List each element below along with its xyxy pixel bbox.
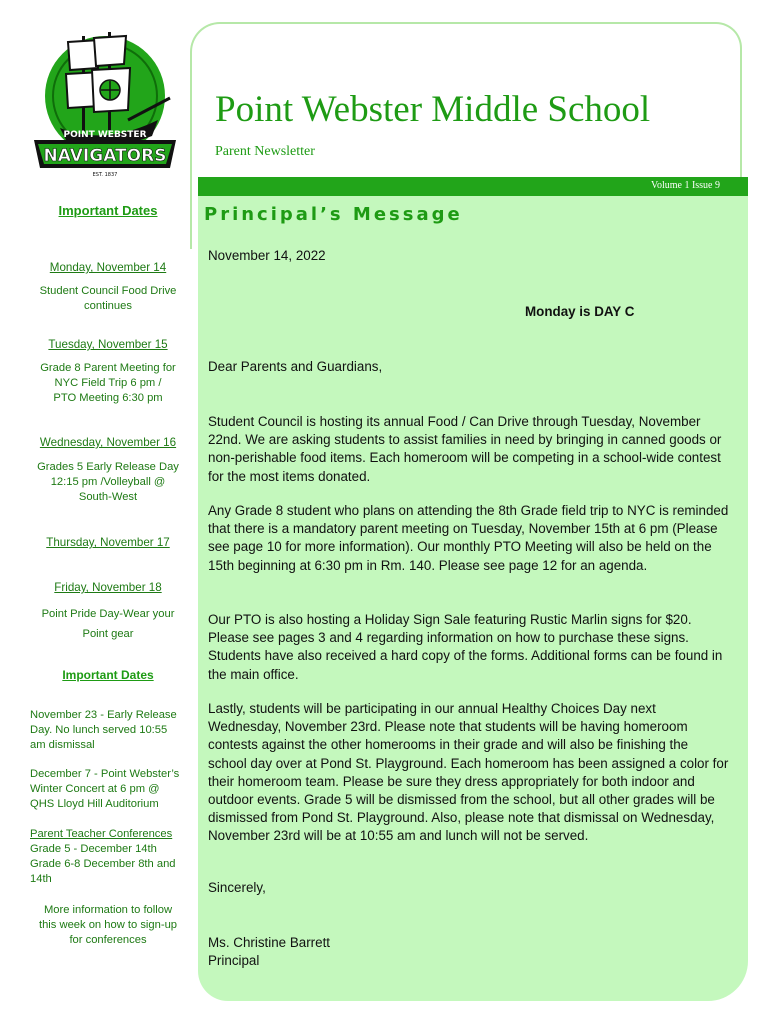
letter-greeting: Dear Parents and Guardians, (208, 359, 383, 374)
sidebar-day: Friday, November 18 (54, 581, 162, 594)
conference-line: Grade 5 - December 14th (30, 843, 157, 855)
sidebar-event: continues (84, 300, 132, 312)
sidebar-event: Grades 5 Early Release Day (37, 461, 179, 473)
more-info-line: More information to follow (43, 904, 173, 916)
sidebar-upcoming: Winter Concert at 6 pm @ (30, 783, 160, 795)
sidebar-event: 12:15 pm /Volleyball @ (50, 476, 166, 488)
sidebar-event: Grade 8 Parent Meeting for (40, 362, 176, 374)
letter-paragraph: Our PTO is also hosting a Holiday Sign Sale featuring Rustic Marlin signs for $20. Please see pages 3 and 4 regarding information on how to purchase these signs. Students have also received a hard copy of the forms. Additional forms can be found in the main office. (208, 612, 723, 682)
more-info-line: this week on how to sign-up (38, 919, 178, 931)
volume-issue: Volume 1 Issue 9 (651, 180, 720, 191)
sidebar-event: NYC Field Trip 6 pm / (54, 377, 162, 389)
newsletter-label: Parent Newsletter (215, 144, 315, 159)
sidebar-upcoming: Day. No lunch served 10:55 (30, 724, 168, 736)
volume-bar (198, 177, 748, 196)
conference-line: Grade 6-8 December 8th and (30, 858, 176, 870)
conferences-title: Parent Teacher Conferences (30, 828, 173, 840)
signature-title: Principal (208, 953, 260, 968)
sidebar-event: PTO Meeting 6:30 pm (53, 392, 163, 404)
sidebar-upcoming: QHS Lloyd Hill Auditorium (30, 798, 159, 810)
sidebar-upcoming: November 23 - Early Release (30, 709, 177, 721)
conference-line: 14th (30, 873, 52, 885)
school-logo (30, 28, 180, 180)
letter-paragraph: Lastly, students will be participating in our annual Healthy Choices Day next Wednesday, November 23rd. Please note that students will be having homeroom contests against the other homerooms in their grade and will also be finishing the school day over at Pond St. Playground. Each homeroom has been assigned a color for their homeroom team. Please be sure they dress appropriately for both indoor and outdoor events. Grade 5 will be dismissed from the school, but all other grades will be dismissed from Pond St. Playground. Also, please note that dismissal on Wednesday, November 23rd will be at 10:55 am and lunch will not be served. (208, 701, 729, 844)
letter-date: November 14, 2022 (208, 248, 326, 263)
letter-closing: Sincerely, (208, 880, 266, 895)
more-info-line: for conferences (69, 934, 147, 946)
sidebar-day: Wednesday, November 16 (39, 436, 177, 449)
navigators-ship-logo-icon (30, 28, 180, 180)
sidebar-heading-2: Important Dates (62, 668, 154, 682)
logo-main-text: NAVIGATORS (43, 146, 167, 166)
letter-paragraph: Student Council is hosting its annual Food / Can Drive through Tuesday, November 22nd. We are asking students to assist families in need by bringing in canned goods or non-perishable food items. Each homeroom will be competing in a school-wide contest for the most items donated. (208, 414, 722, 484)
sidebar-upcoming: December 7 - Point Webster’s (30, 768, 180, 780)
section-title: Principal’s Message (204, 204, 463, 225)
sidebar-event: Point gear (82, 628, 134, 640)
sidebar-event: Student Council Food Drive (39, 285, 177, 297)
letter-paragraph: Any Grade 8 student who plans on attending the 8th Grade field trip to NYC is reminded that there is a mandatory parent meeting on Tuesday, November 15th at 6 pm (Please see page 10 for more information). Our monthly PTO Meeting will also be held on the 15th beginning at 6:30 pm in Rm. 140. Please see page 12 for an agenda. (208, 503, 729, 573)
school-name: Point Webster Middle School (215, 89, 651, 130)
logo-est-text: EST. 1837 (92, 172, 118, 178)
sidebar-day: Tuesday, November 15 (48, 338, 168, 351)
signature-name: Ms. Christine Barrett (208, 935, 331, 950)
sidebar-event: Point Pride Day-Wear your (41, 608, 175, 620)
sidebar-day: Thursday, November 17 (46, 536, 170, 549)
sidebar-heading: Important Dates (58, 203, 158, 218)
day-note: Monday is DAY C (525, 304, 635, 319)
sidebar-event: South-West (78, 491, 138, 503)
logo-top-text: POINT WEBSTER (63, 130, 147, 140)
sidebar-upcoming: am dismissal (30, 739, 95, 751)
sidebar-day: Monday, November 14 (49, 261, 167, 274)
